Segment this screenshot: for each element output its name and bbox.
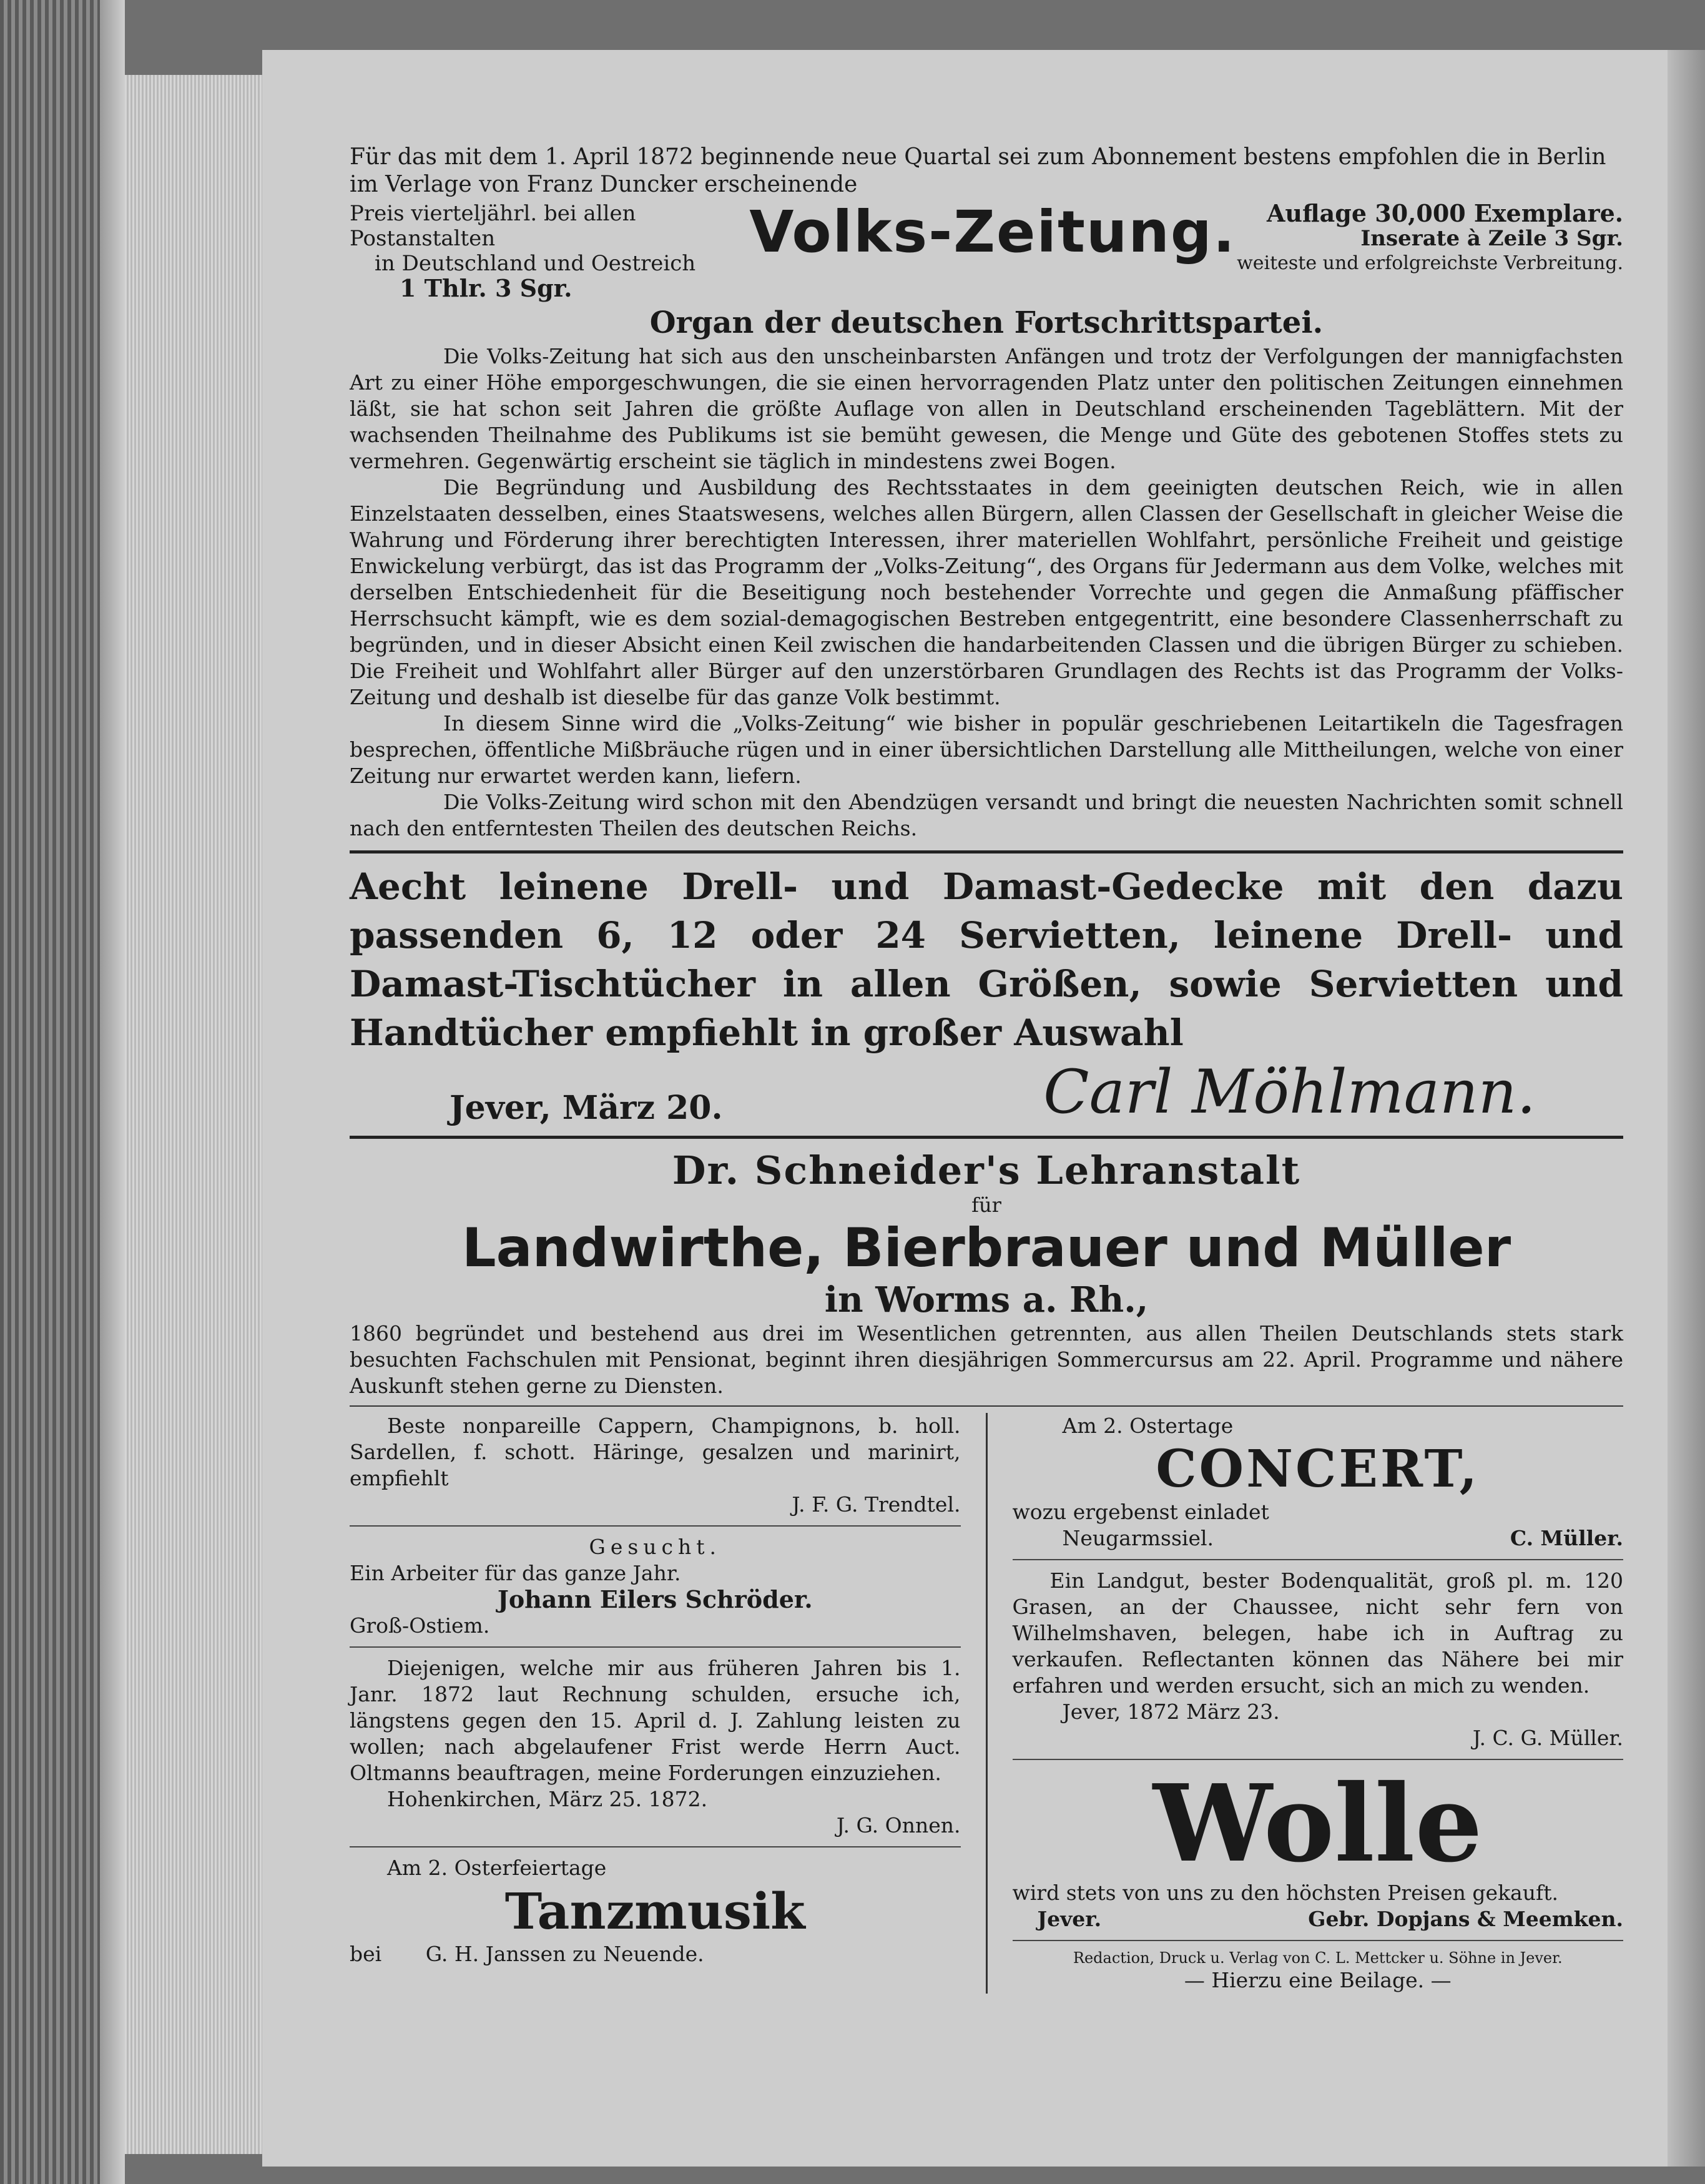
volks-paragraph: Die Volks-Zeitung wird schon mit den Abendzügen versandt und bringt die neuesten Nachrichten somit schnell nach den entferntesten Theilen des deutschen Reichs.	[350, 790, 1623, 840]
lehranstalt-title: Dr. Schneider's Lehranstalt	[672, 1148, 1301, 1193]
concert-place: Neugarmssiel.	[1062, 1526, 1214, 1550]
wolle-title: Wolle	[1152, 1761, 1483, 1886]
divider	[350, 850, 1623, 853]
volks-header	[350, 201, 1623, 301]
tanz-pre: Am 2. Osterfeiertage	[387, 1856, 607, 1880]
beilage-note: — Hierzu eine Beilage. —	[1184, 1968, 1452, 1992]
lehranstalt-ad	[350, 1148, 1623, 1399]
lehranstalt-subtitle: Landwirthe, Bierbrauer und Müller	[461, 1217, 1511, 1279]
volks-paragraph: Die Begründung und Ausbildung des Rechtsstaates in dem geeinigten deutschen Reich, wie in allen Einzelstaaten desselben, eines Staatswesens, welches allen Bürgern, allen Classen der Gesellschaft in gleicher Weise die Wahrung und Förderung ihrer berechtigten Interessen, ihrer materiellen Wohlfahrt, persönliche Freiheit und geistige Enwickelung verbürgt, das ist das Programm der „Volks-Zeitung“, des Organs für Jedermann aus dem Volke, welches mit derselben Entschiedenheit für die Beseitigung noch bestehender Vorrechte und gegen die Anmaßung pfäffischer Herrschsucht kämpft, wie es dem sozial-demagogischen Bestreben entgegentritt, eine besondere Classenherrschaft zu begründen, und in dieser Absicht einen Keil zwischen die handarbeitenden Classen und die übrigen Bürger zu schieben. Die Freiheit und Wohlfahrt aller Bürger auf den unzerstörbaren Grundlagen des Rechts ist das Programm der Volks-Zeitung und deshalb ist dieselbe für das ganze Volk bestimmt.	[350, 475, 1623, 709]
gesucht-text: Ein Arbeiter für das ganze Jahr.	[350, 1561, 681, 1585]
volks-paragraph: Die Volks-Zeitung hat sich aus den unscheinbarsten Anfängen und trotz der Verfolgungen der mannigfachsten Art zu einer Höhe emporgeschwungen, die sie einen hervorragenden Platz unter den politischen Zeitungen einnehmen läßt, sie hat schon seit Jahren die größte Auflage von allen in Deutschland erscheinenden Tageblättern. Mit der wachsenden Theilnahme des Publikums ist sie bemüht gewesen, die Menge und Güte des gebotenen Stoffes stets zu vermehren. Gegenwärtig erscheint sie täglich in mindestens zwei Bogen.	[350, 344, 1623, 473]
schulden-signature: J. G. Onnen.	[836, 1813, 961, 1837]
volks-intro: Für das mit dem 1. April 1872 beginnende neue Quartal sei zum Abonnement bestens empfohlen die in Berlin im Verlage von Franz Duncker erscheinende	[350, 144, 1606, 197]
concert-footer	[1013, 1525, 1624, 1552]
volks-inserate-line: Inserate à Zeile 3 Sgr.	[1360, 226, 1623, 251]
wolle-place: Jever.	[1037, 1907, 1102, 1931]
tanz-post-host: G. H. Janssen zu Neuende.	[425, 1942, 704, 1966]
lehranstalt-text: 1860 begründet und bestehend aus drei im Wesentlichen getrennten, aus allen Theilen Deutschlands stets stark besuchten Fachschulen mit Pensionat, beginnt ihren diesjährigen Sommercursus am 22. April. Programme und nähere Auskunft stehen gerne zu Diensten.	[350, 1321, 1623, 1398]
page-right-edge	[1668, 50, 1705, 2167]
volks-organ: Organ der deutschen Fortschrittspartei.	[649, 305, 1324, 340]
separator	[1013, 1759, 1624, 1760]
moehlmann-ad	[350, 862, 1623, 1127]
volks-price	[350, 201, 749, 301]
wolle-signature: Gebr. Dopjans & Meemken.	[1308, 1907, 1623, 1931]
moehlmann-date: Jever, März 20.	[450, 1089, 723, 1127]
gesucht-heading: Gesucht.	[589, 1535, 722, 1559]
divider	[350, 1136, 1623, 1139]
right-column	[988, 1413, 1624, 1994]
volks-zeitung-ad	[350, 144, 1623, 842]
separator	[350, 1525, 961, 1527]
concert-pre: Am 2. Ostertage	[1062, 1414, 1234, 1438]
separator	[1013, 1940, 1624, 1941]
tanz-post-bei: bei	[350, 1942, 382, 1966]
small-ads	[350, 1413, 1623, 1994]
tanz-post	[350, 1941, 961, 1967]
volks-paragraph: In diesem Sinne wird die „Volks-Zeitung“ wie bisher in populär geschriebenen Leitartikeln die Tagesfragen besprechen, öffentliche Mißbräuche rügen und in einer übersichtlichen Darstellung alle Mittheilungen, welche von einer Zeitung nur erwartet werden kann, liefern.	[350, 711, 1623, 788]
concert-signature: C. Müller.	[1510, 1526, 1623, 1550]
separator	[350, 1646, 961, 1648]
concert-title: CONCERT,	[1156, 1439, 1480, 1499]
wolle-footer	[1013, 1906, 1624, 1932]
lehranstalt-fuer: für	[971, 1193, 1001, 1217]
gesucht-place: Groß-Ostiem.	[350, 1613, 490, 1638]
separator	[350, 1846, 961, 1847]
wolle-text: wird stets von uns zu den höchsten Preisen gekauft.	[1012, 1881, 1558, 1905]
volks-price-line: Preis vierteljährl. bei allen Postanstalten	[350, 201, 636, 251]
page-edges	[125, 75, 262, 2154]
landgut-date: Jever, 1872 März 23.	[1062, 1699, 1280, 1724]
moehlmann-text: Aecht leinene Drell- und Damast-Gedecke mit den dazu passenden 6, 12 oder 24 Servietten, leinene Drell- und Damast-Tischtücher in allen Größen, sowie Servietten und Handtücher empfiehlt in großer Auswahl	[350, 865, 1623, 1054]
separator	[1013, 1559, 1624, 1560]
cappern-signature: J. F. G. Trendtel.	[792, 1492, 961, 1517]
lehranstalt-place: in Worms a. Rh.,	[824, 1279, 1149, 1321]
landgut-text: Ein Landgut, bester Bodenqualität, groß pl. m. 120 Grasen, an der Chaussee, nicht sehr fern von Wilhelmshaven, belegen, habe ich in Auftrag zu verkaufen. Reflectanten können das Nähere bei mir erfahren und werden ersucht, sich an mich zu wenden.	[1012, 1568, 1623, 1698]
divider	[350, 1405, 1623, 1407]
schulden-date: Hohenkirchen, März 25. 1872.	[387, 1787, 708, 1811]
volks-circulation-line: Auflage 30,000 Exemplare.	[1266, 199, 1623, 227]
schulden-text: Diejenigen, welche mir aus früheren Jahren bis 1. Janr. 1872 laut Rechnung schulden, ersuche ich, längstens gegen den 15. April d. J. Zahlung leisten zu wollen; nach abgelaufener Frist werde Herrn Auct. Oltmanns beauftragen, meine Forderungen einzuziehen.	[350, 1656, 961, 1785]
cappern-text: Beste nonpareille Cappern, Champignons, b. holl. Sardellen, f. schott. Häringe, gesalzen und marinirt, empfiehlt	[350, 1414, 961, 1490]
newspaper-page	[262, 50, 1679, 2167]
gesucht-name: Johann Eilers Schröder.	[497, 1585, 813, 1613]
moehlmann-footer	[350, 1057, 1623, 1127]
tanz-title: Tanzmusik	[504, 1882, 805, 1941]
volks-title: Volks-Zeitung.	[749, 199, 1236, 265]
book-spine	[0, 0, 125, 2184]
volks-circulation	[1236, 201, 1623, 276]
moehlmann-signature: Carl Möhlmann.	[1043, 1057, 1536, 1127]
volks-verbreitung-line: weiteste und erfolgreichste Verbreitung.	[1237, 252, 1623, 274]
volks-price-line: in Deutschland und Oestreich	[375, 251, 696, 276]
imprint: Redaction, Druck u. Verlag von C. L. Mettcker u. Söhne in Jever.	[1073, 1949, 1563, 1967]
left-column	[350, 1413, 988, 1994]
concert-invite: wozu ergebenst einladet	[1012, 1500, 1269, 1524]
volks-price-amount: 1 Thlr. 3 Sgr.	[400, 274, 572, 302]
landgut-signature: J. C. G. Müller.	[1472, 1726, 1623, 1750]
